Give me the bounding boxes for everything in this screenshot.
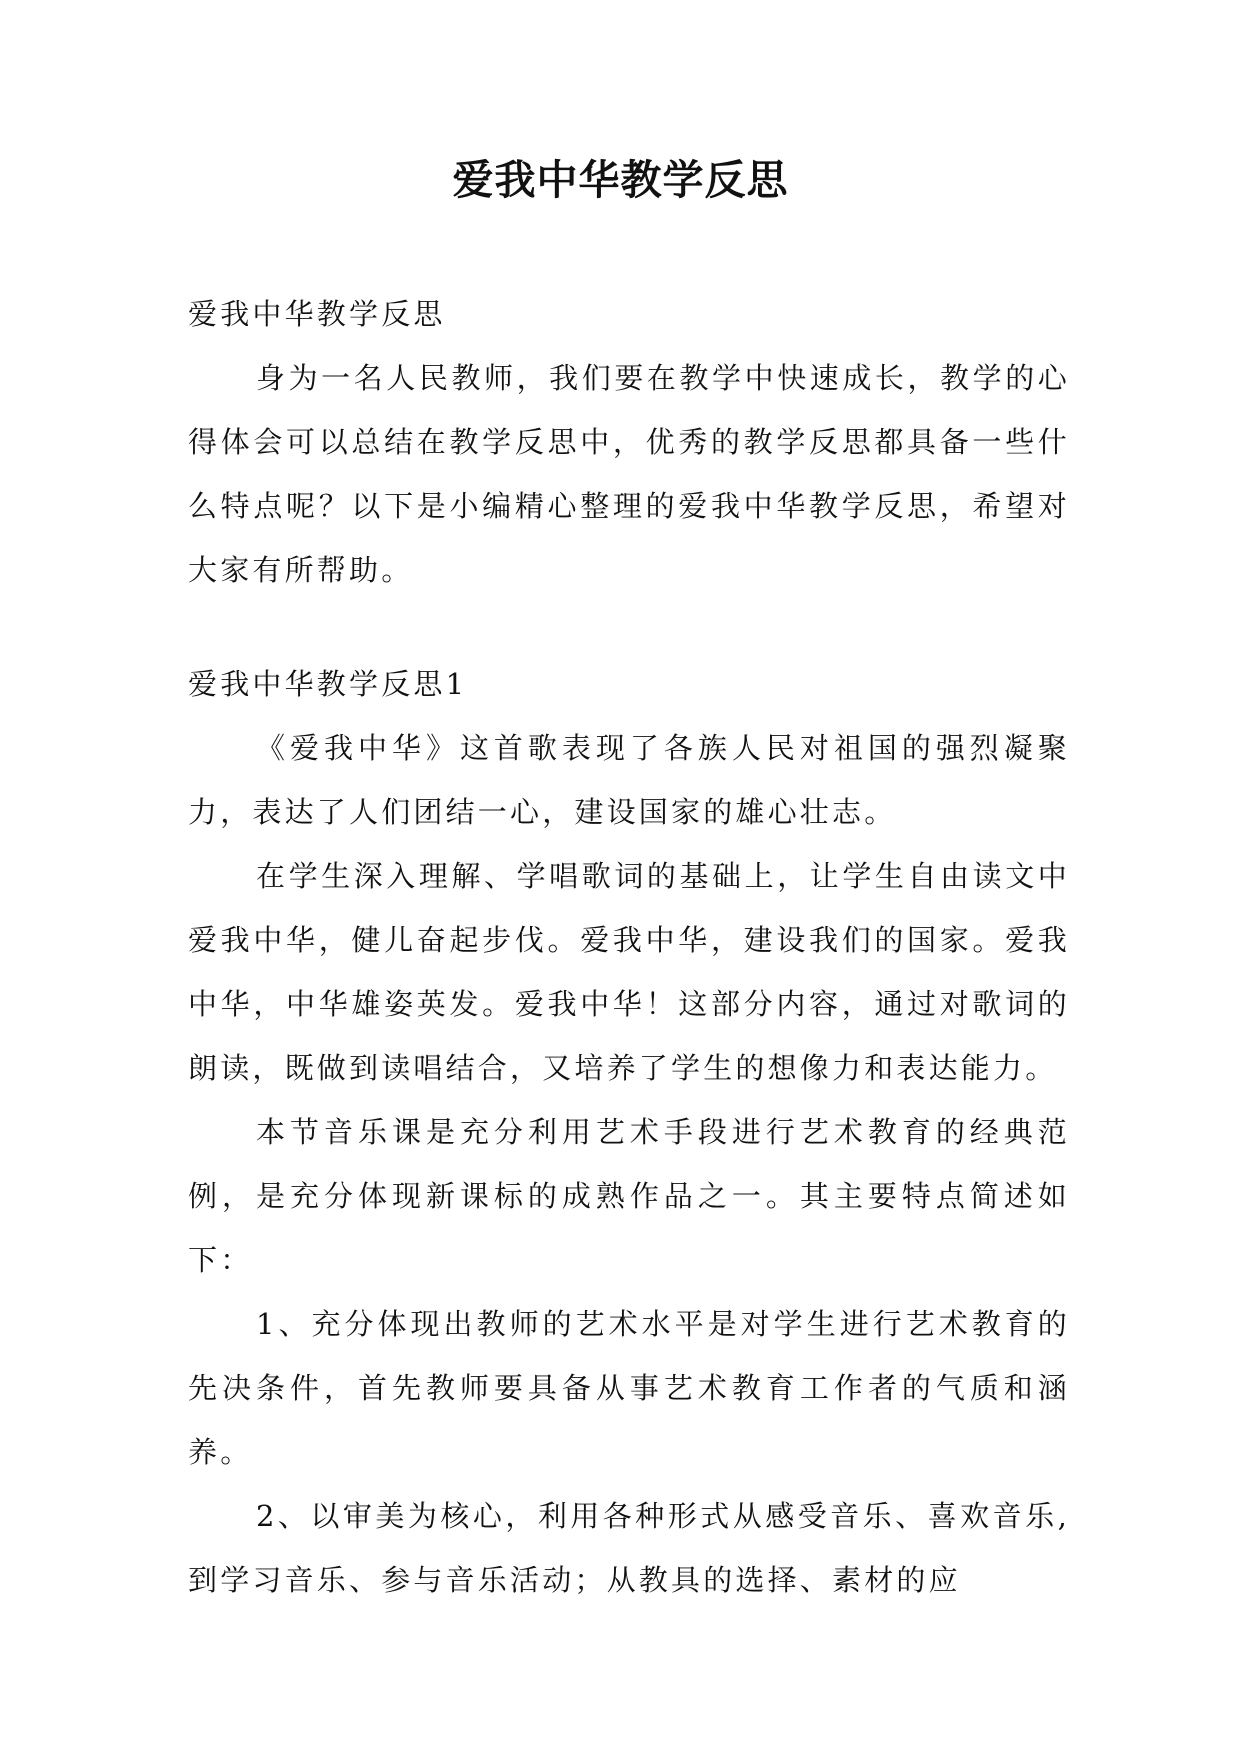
document-title: 爱我中华教学反思	[452, 156, 789, 204]
section-heading: 爱我中华教学反思1	[188, 667, 468, 701]
body-paragraph: 1、充分体现出教师的艺术水平是对学生进行艺术教育的先决条件，首先教师要具备从事艺术教育工作者的气质和涵养。	[188, 1307, 1070, 1469]
body-paragraph: 在学生深入理解、学唱歌词的基础上，让学生自由读文中爱我中华，健儿奋起步伐。爱我中华，建设我们的国家。爱我中华，中华雄姿英发。爱我中华！这部分内容，通过对歌词的朗读，既做到读唱结合，又培养了学生的想像力和表达能力。	[188, 859, 1070, 1085]
body-paragraph: 《爱我中华》这首歌表现了各族人民对祖国的强烈凝聚力，表达了人们团结一心，建设国家的雄心壮志。	[188, 731, 1070, 829]
document-body	[188, 282, 1070, 1612]
body-paragraph: 本节音乐课是充分利用艺术手段进行艺术教育的经典范例，是充分体现新课标的成熟作品之一。其主要特点简述如下：	[188, 1115, 1070, 1277]
intro-heading: 爱我中华教学反思	[188, 297, 446, 331]
section-spacer	[188, 602, 1070, 652]
intro-paragraph: 身为一名人民教师，我们要在教学中快速成长，教学的心得体会可以总结在教学反思中，优秀的教学反思都具备一些什么特点呢？以下是小编精心整理的爱我中华教学反思，希望对大家有所帮助。	[188, 361, 1070, 587]
body-paragraph: 2、以审美为核心，利用各种形式从感受音乐、喜欢音乐,到学习音乐、参与音乐活动；从教具的选择、素材的应	[188, 1499, 1070, 1597]
